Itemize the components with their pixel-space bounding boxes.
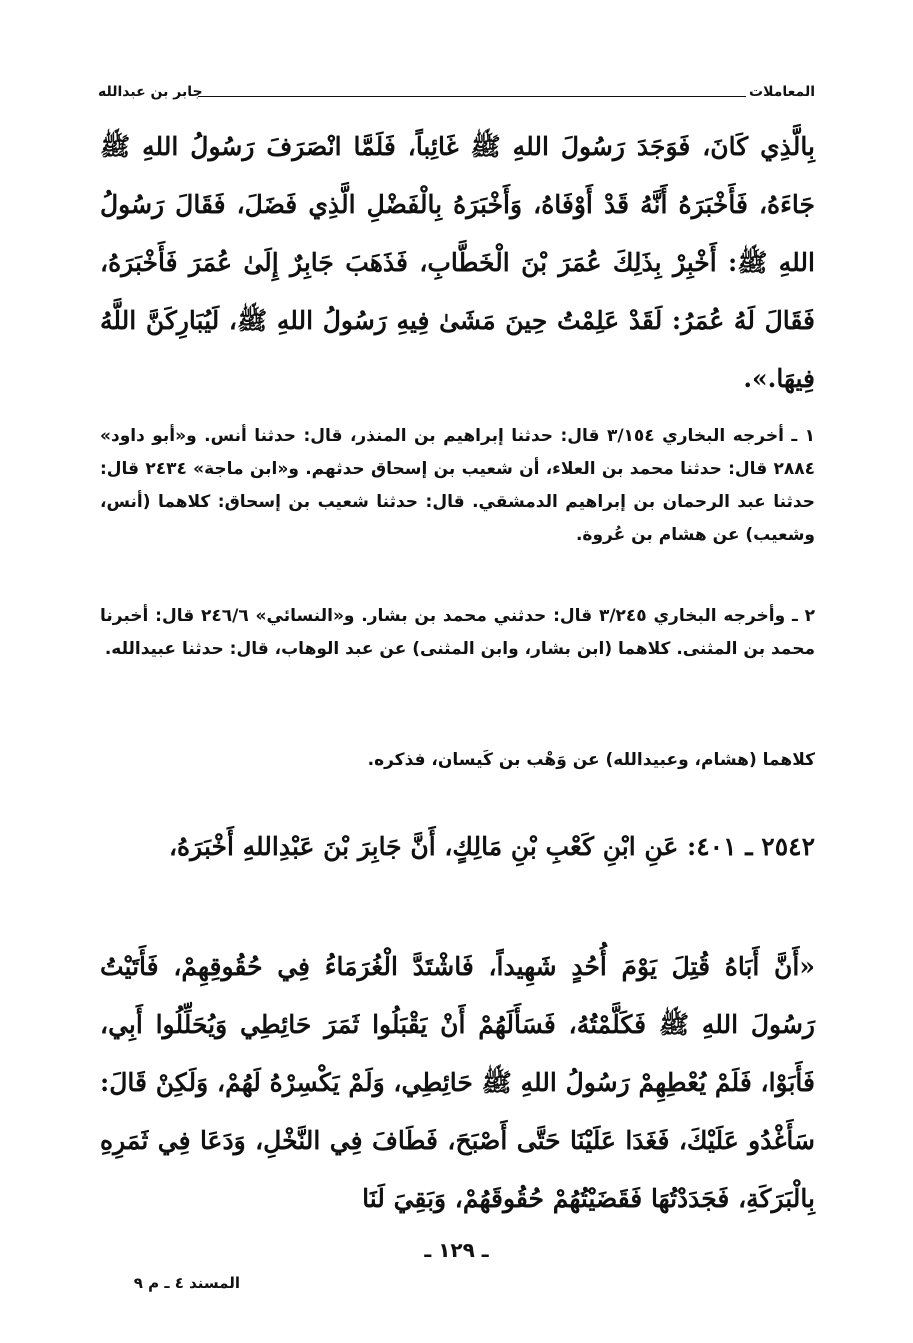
footnote-2 [100, 600, 815, 666]
hadith-passage-bottom [100, 938, 815, 1228]
running-header-companion: جابر بن عبدالله [98, 84, 203, 100]
running-header-chapter: المعاملات [749, 84, 815, 100]
page-number: ـ ١٢٩ ـ [424, 1238, 489, 1262]
hadith-passage-top-text: بِالَّذِي كَانَ، فَوَجَدَ رَسُولَ اللهِ ﷺ غَائِباً، فَلَمَّا انْصَرَفَ رَسُولُ اللهِ ﷺ جَاءَهُ، فَأَخْبَرَهُ أَنَّهُ قَدْ أَوْفَاهُ، وَأَخْبَرَهُ بِالْفَضْلِ الَّذِي فَضَلَ، فَقَالَ رَسُولُ اللهِ ﷺ: أَخْبِرْ بِذَلِكَ عُمَرَ بْنَ الْخَطَّابِ، فَذَهَبَ جَابِرٌ إِلَىٰ عُمَرَ فَأَخْبَرَهُ، فَقَالَ لَهُ عُمَرُ: لَقَدْ عَلِمْتُ حِينَ مَشَىٰ فِيهِ رَسُولُ اللهِ ﷺ، لَيُبَارِكَنَّ اللَّهُ فِيهَا.». [100, 132, 815, 393]
hadith-passage-top [100, 118, 815, 408]
printer-signature: المسند ٤ ـ م ٩ [133, 1274, 240, 1292]
header-rule [198, 96, 746, 97]
footnote-2-text: ٢ ـ وأخرجه البخاري ٣/٢٤٥ قال: حدثني محمد بن بشار. و«النسائي» ٢٤٦/٦ قال: أخبرنا محمد بن المثنى. كلاهما (ابن بشار، وابن المثنى) عن عبد الوهاب، قال: حدثنا عبيدالله. [100, 606, 815, 659]
footnote-1-text: ١ ـ أخرجه البخاري ٣/١٥٤ قال: حدثنا إبراهيم بن المنذر، قال: حدثنا أنس. و«أبو داود» ٢٨٨٤ قال: حدثنا محمد بن العلاء، أن شعيب بن إسحاق حدثهم. و«ابن ماجة» ٢٤٣٤ قال: حدثنا عبد الرحمان بن إبراهيم الدمشقي. قال: حدثنا شعيب بن إسحاق: كلاهما (أنس، وشعيب) عن هشام بن عُروة. [100, 426, 815, 545]
footnote-3 [100, 744, 815, 777]
footnote-3-text: كلاهما (هشام، وعبيدالله) عن وَهْب بن كَيسان، فذكره. [367, 750, 815, 770]
hadith-passage-bottom-text: «أَنَّ أَبَاهُ قُتِلَ يَوْمَ أُحُدٍ شَهِيداً، فَاشْتَدَّ الْغُرَمَاءُ فِي حُقُوقِهِمْ، فَأَتَيْتُ رَسُولَ اللهِ ﷺ فَكَلَّمْتُهُ، فَسَأَلَهُمْ أَنْ يَقْبَلُوا ثَمَرَ حَائِطِي وَيُحَلِّلُوا أَبِي، فَأَبَوْا، فَلَمْ يُعْطِهِمْ رَسُولُ اللهِ ﷺ حَائِطِي، وَلَمْ يَكْسِرْهُ لَهُمْ، وَلَكِنْ قَالَ: سَأَغْدُو عَلَيْكَ، فَغَدَا عَلَيْنَا حَتَّى أَصْبَحَ، فَطَافَ فِي النَّخْلِ، وَدَعَا فِي ثَمَرِهِ بِالْبَرَكَةِ، فَجَدَدْتُهَا فَقَضَيْتُهُمْ حُقُوقَهُمْ، وَبَقِيَ لَنَا [100, 952, 815, 1213]
hadith-heading: ٢٥٤٢ ـ ٤٠١: عَنِ ابْنِ كَعْبِ بْنِ مَالِكٍ، أَنَّ جَابِرَ بْنَ عَبْدِاللهِ أَخْبَرَهُ، [168, 832, 815, 861]
footnote-1 [100, 420, 815, 552]
